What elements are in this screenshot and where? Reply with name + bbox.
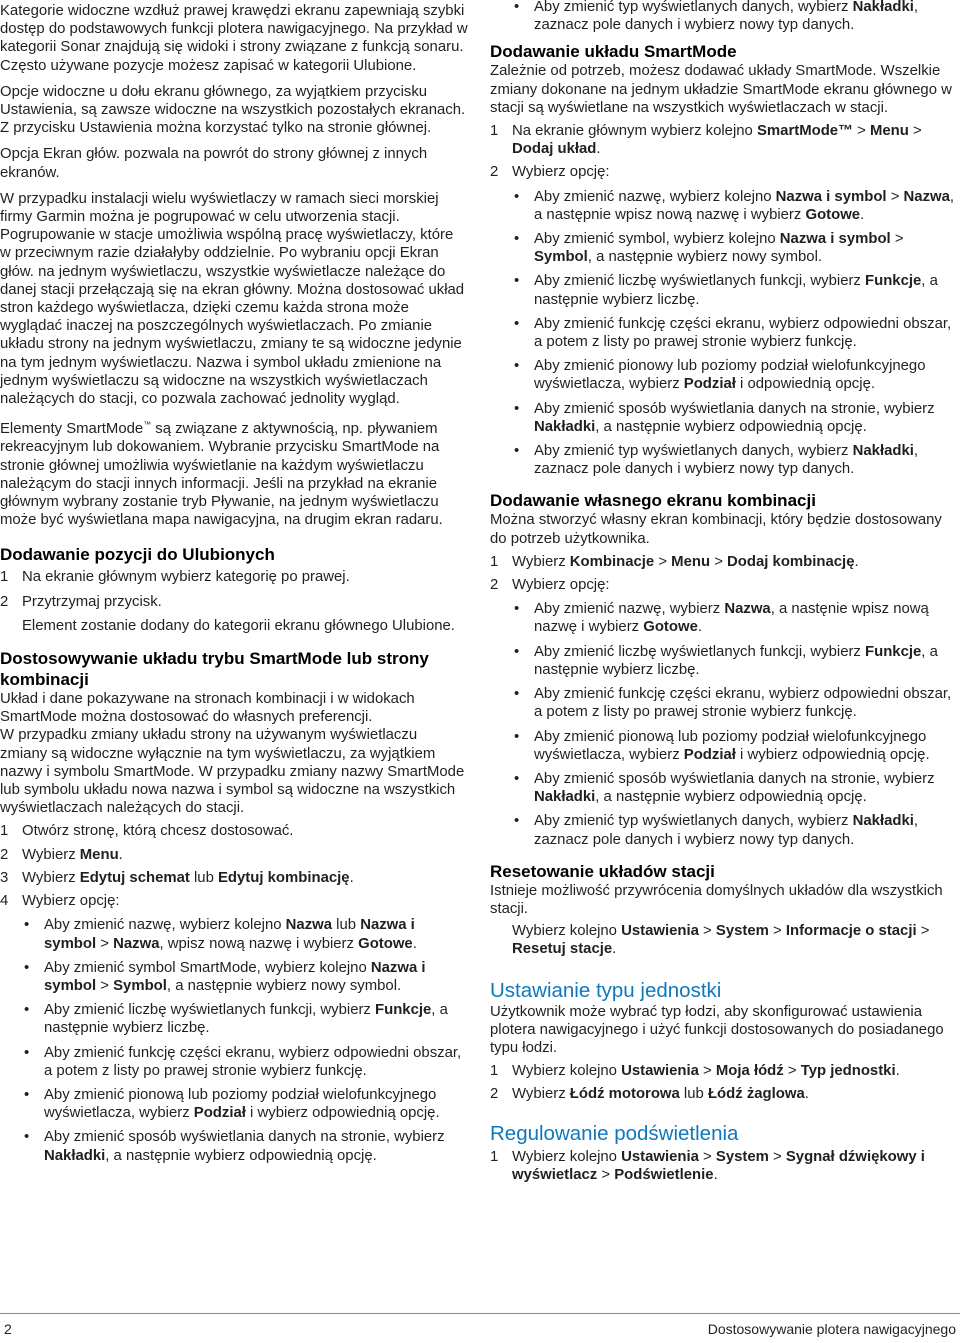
step: 1 Wybierz kolejno Ustawienia > Moja łódź > Typ jednostki.: [490, 1063, 900, 1080]
list-item: • Aby zmienić funkcję części ekranu, wybierz odpowiedni obszar, a potem z listy po prawej stronie wybierz funkcję.: [24, 1044, 462, 1079]
list-item: • Aby zmienić nazwę, wybierz kolejno Nazwa i symbol > Nazwa, a następnie wpisz nową nazwę i wybierz Gotowe.: [514, 188, 955, 223]
unit-type-steps: [490, 1062, 955, 1103]
step: 2 Wybierz opcję:: [490, 577, 610, 594]
smartmode-paragraph: Zależnie od potrzeb, możesz dodawać układy SmartMode. Wszelkie zmiany dokonane na jednym układzie SmartMode ekranu głównego w stacji są wyświetlane na wszystkich wyświetlaczach w stacji.: [490, 63, 952, 116]
customize-options: [0, 916, 468, 1164]
customize-heading: Dostosowywanie układu trybu SmartMode lub strony kombinacji: [0, 649, 429, 690]
list-item: • Aby zmienić funkcję części ekranu, wybierz odpowiedni obszar, a potem z listy po prawej stronie wybierz funkcję.: [514, 315, 952, 351]
intro-paragraph-5: Elementy SmartMode™ są związane z aktywnością, np. pływaniem rekreacyjnym lub dokowaniem. Wybranie przycisku SmartMode na stronie głównej umożliwia wyświetlanie na każdym wyświetlaczu należącym do stacji innych informacji. Jeśli na przykład na ekranie głównym wybrany zostanie tryb Pływanie, na jednym wyświetlaczu może być wyświetlana mapa nawigacyjna, na drugim ekran radaru.: [0, 420, 443, 529]
step: 2 Wybierz Łódź motorowa lub Łódź żaglowa.: [490, 1086, 809, 1103]
list-item: • Aby zmienić typ wyświetlanych danych, wybierz Nakładki, zaznacz pole danych i wybierz nowy typ danych.: [514, 813, 919, 848]
step: 1 Wybierz kolejno Ustawienia > System > Sygnał dźwiękowy i wyświetlacz > Podświetlenie.: [490, 1148, 925, 1183]
list-item: • Aby zmienić liczbę wyświetlanych funkcji, wybierz Funkcje, a następnie wybierz liczbę.: [514, 273, 938, 308]
intro-paragraph-2: Opcje widoczne u dołu ekranu głównego, za wyjątkiem przycisku Ustawienia, są zawsze widoczne na wszystkich pozostałych ekranach. Z przycisku Ustawienia można korzystać tylko na stronie głównej.: [0, 83, 466, 137]
customize-steps: [0, 822, 468, 910]
backlight-heading: Regulowanie podświetlenia: [490, 1121, 739, 1145]
list-item: • Aby zmienić sposób wyświetlania danych na stronie, wybierz Nakładki, a następnie wybierz odpowiednią opcję.: [24, 1129, 445, 1164]
list-item: • Aby zmienić symbol SmartMode, wybierz kolejno Nazwa i symbol > Symbol, a następnie wybierz nowy symbol.: [24, 959, 426, 994]
step: 3 Wybierz Edytuj schemat lub Edytuj kombinację.: [0, 869, 354, 886]
combination-options: [490, 600, 955, 848]
favorites-heading: Dodawanie pozycji do Ulubionych: [0, 545, 275, 565]
backlight-steps: [490, 1148, 955, 1184]
step: 2 Przytrzymaj przycisk.: [0, 593, 162, 610]
reset-instruction: Wybierz kolejno Ustawienia > System > Informacje o stacji > Resetuj stacje.: [512, 923, 930, 958]
reset-heading: Resetowanie układów stacji: [490, 861, 715, 881]
combination-steps: [490, 553, 955, 594]
list-item: • Aby zmienić liczbę wyświetlanych funkcji, wybierz Funkcje, a następnie wybierz liczbę.: [514, 643, 938, 678]
list-item: • Aby zmienić funkcję części ekranu, wybierz odpowiedni obszar, a potem z listy po prawej stronie wybierz funkcję.: [514, 686, 952, 721]
smartmode-options: [490, 188, 955, 479]
combination-heading: Dodawanie własnego ekranu kombinacji: [490, 491, 816, 511]
step: 1 Na ekranie głównym wybierz kolejno SmartMode™ > Menu > Dodaj układ.: [490, 123, 922, 158]
unit-type-paragraph: Użytkownik może wybrać typ łodzi, aby skonfigurować ustawienia plotera nawigacyjnego i użyć funkcji dostosowanych do posiadanego typu łodzi.: [490, 1003, 944, 1056]
list-item: • Aby zmienić pionową lub poziomy podział wielofunkcyjnego wyświetlacza, wybierz Podział i wybierz odpowiednią opcję.: [24, 1086, 440, 1122]
unit-type-heading: Ustawianie typu jednostki: [490, 978, 722, 1002]
step: 4 Wybierz opcję:: [0, 893, 120, 910]
step: 2 Wybierz opcję:: [490, 164, 610, 181]
footer-section-title: Dostosowywanie plotera nawigacyjnego: [707, 1321, 956, 1337]
list-item: • Aby zmienić liczbę wyświetlanych funkcji, wybierz Funkcje, a następnie wybierz liczbę.: [24, 1002, 448, 1037]
list-item: • Aby zmienić nazwę, wybierz kolejno Nazwa lub Nazwa i symbol > Nazwa, wpisz nową nazwę i wybierz Gotowe.: [24, 917, 417, 952]
intro-paragraph-1: Kategorie widoczne wzdłuż prawej krawędzi ekranu zapewniają szybki dostęp do podstawowych funkcji plotera nawigacyjnego. Na przykład w kategorii Sonar znajdują się widoki i strony związane z funkcją sonaru. Często używane pozycje możesz zapisać w kategorii Ulubione.: [0, 3, 468, 74]
right-column: [490, 0, 955, 1184]
left-column: [0, 0, 468, 1165]
list-item: • Aby zmienić symbol, wybierz kolejno Nazwa i symbol > Symbol, a następnie wybierz nowy symbol.: [514, 231, 904, 266]
continued-options: [490, 0, 955, 34]
step: 1 Na ekranie głównym wybierz kategorię po prawej.: [0, 569, 350, 586]
smartmode-steps: [490, 122, 955, 182]
smartmode-heading: Dodawanie układu SmartMode: [490, 42, 737, 62]
page-number: 2: [4, 1321, 12, 1337]
list-item: • Aby zmienić typ wyświetlanych danych, wybierz Nakładki, zaznacz pole danych i wybierz nowy typ danych.: [514, 443, 919, 478]
list-item: • Aby zmienić sposób wyświetlania danych na stronie, wybierz Nakładki, a następnie wybierz odpowiednią opcję.: [514, 770, 935, 806]
list-item: • Aby zmienić sposób wyświetlania danych na stronie, wybierz Nakładki, a następnie wybierz odpowiednią opcję.: [514, 400, 935, 435]
list-item: • Aby zmienić nazwę, wybierz Nazwa, a nastęnie wpisz nową nazwę i wybierz Gotowe.: [514, 601, 929, 636]
intro-paragraph-4: W przypadku instalacji wielu wyświetlaczy w ramach sieci morskiej firmy Garmin można je pogrupować w celu utworzenia stacji. Pogrupowanie w stacje umożliwia wspólną pracę wyświetlaczy, które w przeciwnym razie działałyby oddzielnie. Po wybraniu opcji Ekran głów. na jednym wyświetlaczu, wszystkie wyświetlacze należące do danej stacji przełączają się na ekran główny. Można dostosować układ stron każdego wyświetlacza, dzięki czemu każda strona może wyglądać inaczej na poszczególnych wyświetlaczach. Po zmianie układu strony na jednym wyświetlaczu, zmiany te są widoczne jedynie na tym jednym wyświetlaczu. Nazwa i symbol układu zmienione na jednym wyświetlaczu są widoczne na wszystkich wyświetlaczach należących do stacji, co pozwala zachować jednolity wygląd.: [0, 190, 465, 408]
customize-paragraph-2: W przypadku zmiany układu strony na używanym wyświetlaczu zmiany są widoczne wyłącznie na tym wyświetlaczu, za wyjątkiem nazwy i symbolu SmartMode. W przypadku zmiany nazwy SmartMode lub symbolu układu nowa nazwa i symbol są widoczne na wszystkich wyświetlaczach należących do stacji.: [0, 727, 465, 817]
footer-divider: [0, 1313, 960, 1314]
intro-paragraph-3: Opcja Ekran głów. pozwala na powrót do strony głównej z innych ekranów.: [0, 146, 428, 181]
list-item: • Aby zmienić pionową lub poziomy podział wielofunkcyjnego wyświetlacza, wybierz Podział i wybierz odpowiednią opcję.: [514, 728, 930, 763]
reset-paragraph: Istnieje możliwość przywrócenia domyślnych układów dla wszystkich stacji.: [490, 882, 943, 917]
step: 1 Wybierz Kombinacje > Menu > Dodaj kombinację.: [490, 553, 859, 570]
step: 1 Otwórz stronę, którą chcesz dostosować.: [0, 823, 294, 840]
combination-paragraph: Można stworzyć własny ekran kombinacji, który będzie dostosowany do potrzeb użytkownika.: [490, 512, 942, 547]
step-note: Element zostanie dodany do kategorii ekranu głównego Ulubione.: [22, 617, 455, 634]
customize-paragraph-1: Układ i dane pokazywane na stronach kombinacji i w widokach SmartMode można dostosować do własnych preferencji.: [0, 691, 415, 726]
step: 2 Wybierz Menu.: [0, 846, 123, 863]
list-item: • Aby zmienić pionowy lub poziomy podział wielofunkcyjnego wyświetlacza, wybierz Podział i odpowiednią opcję.: [514, 358, 926, 393]
list-item: • Aby zmienić typ wyświetlanych danych, wybierz Nakładki, zaznacz pole danych i wybierz nowy typ danych.: [514, 0, 919, 34]
favorites-steps: [0, 568, 468, 610]
